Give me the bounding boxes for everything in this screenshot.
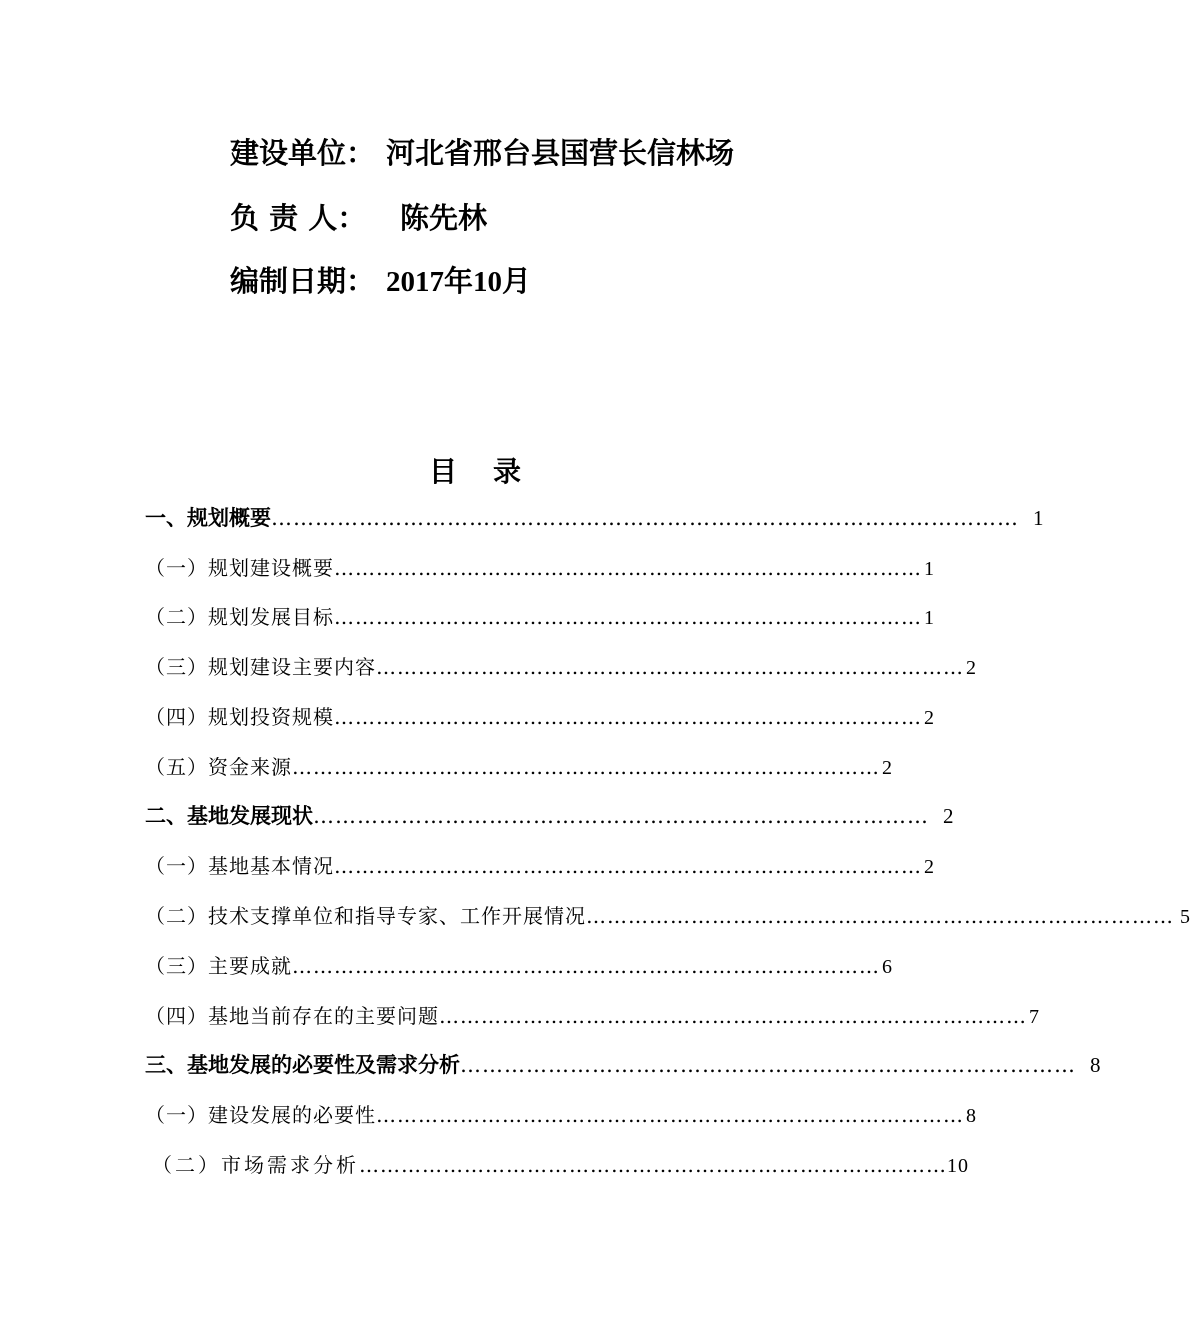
toc-entry-page: 2 xyxy=(882,757,893,779)
toc-leader: ………………………………………………………………………… xyxy=(334,854,922,878)
toc-entry[interactable] xyxy=(145,702,935,732)
toc-title: 目录 xyxy=(428,455,557,488)
toc-entry[interactable] xyxy=(145,553,935,583)
toc-leader: ………………………………………………………………………… xyxy=(334,605,922,629)
toc-entry-text: （二）规划发展目标 xyxy=(145,605,334,629)
toc-entry-page: 2 xyxy=(943,804,954,828)
responsible-person-label: 负 责 人： xyxy=(230,201,367,235)
toc-entry-text: （三）规划建设主要内容 xyxy=(145,655,376,679)
construction-unit-value: 河北省邢台县国营长信林场 xyxy=(386,136,735,170)
toc-entry-page: 8 xyxy=(1090,1053,1101,1077)
toc-entry-page: 5 xyxy=(1180,906,1191,928)
construction-unit-row xyxy=(230,131,734,172)
toc-entry[interactable] xyxy=(145,801,954,831)
toc-entry-page: 2 xyxy=(924,856,935,878)
toc-entry[interactable] xyxy=(145,752,893,782)
toc-entry-text: （一）基地基本情况 xyxy=(145,854,334,878)
toc-entry[interactable] xyxy=(145,503,1044,533)
toc-leader: ………………………………………………………………………… xyxy=(376,1103,964,1127)
toc-entry[interactable] xyxy=(152,1150,969,1180)
toc-leader: ………………………………………………………………………… xyxy=(460,1053,1076,1077)
toc-leader: ………………………………………………………………………… xyxy=(586,904,1174,928)
toc-entry-text: 三、基地发展的必要性及需求分析 xyxy=(145,1052,460,1077)
toc-entry-text: （一）规划建设概要 xyxy=(145,556,334,580)
toc-entry-text: （三）主要成就 xyxy=(145,954,292,978)
toc-leader: ………………………………………………………………………… xyxy=(292,954,880,978)
toc-entry-page: 2 xyxy=(924,707,935,729)
toc-entry[interactable] xyxy=(145,602,935,632)
compile-date-value: 2017年10月 xyxy=(386,266,532,298)
toc-leader: ………………………………………………………………………… xyxy=(313,804,929,828)
toc-leader: ………………………………………………………………………… xyxy=(334,705,922,729)
toc-entry-text: 一、规划概要 xyxy=(145,505,271,530)
toc-entry-text: 二、基地发展现状 xyxy=(145,803,313,828)
toc-entry-text: （二）市场需求分析 xyxy=(152,1153,359,1177)
toc-entry-text: （四）规划投资规模 xyxy=(145,705,334,729)
responsible-person-row xyxy=(230,196,487,237)
toc-leader: ………………………………………………………………………… xyxy=(439,1004,1027,1028)
toc-entry[interactable] xyxy=(145,1001,1040,1031)
compile-date-row xyxy=(230,259,531,300)
toc-leader: ………………………………………………………………………………………… xyxy=(271,506,1019,530)
toc-entry-page: 1 xyxy=(1033,506,1044,530)
toc-entry-text: （一）建设发展的必要性 xyxy=(145,1103,376,1127)
toc-leader: ………………………………………………………………………… xyxy=(334,556,922,580)
toc-entry[interactable] xyxy=(145,851,935,881)
toc-entry-text: （五）资金来源 xyxy=(145,755,292,779)
toc-entry-page: 2 xyxy=(966,657,977,679)
toc-entry-page: 6 xyxy=(882,956,893,978)
toc-entry[interactable] xyxy=(145,1050,1101,1080)
toc-entry-page: 8 xyxy=(966,1105,977,1127)
toc-entry-page: 1 xyxy=(924,558,935,580)
construction-unit-label: 建设单位： xyxy=(230,136,376,170)
toc-entry-text: （四）基地当前存在的主要问题 xyxy=(145,1004,439,1028)
toc-entry[interactable] xyxy=(145,652,977,682)
toc-entry-text: （二）技术支撑单位和指导专家、工作开展情况 xyxy=(145,904,586,928)
toc-entry[interactable] xyxy=(145,951,893,981)
toc-leader: ………………………………………………………………………… xyxy=(292,755,880,779)
toc-entry-page: 10 xyxy=(947,1155,969,1177)
compile-date-label: 编制日期： xyxy=(230,264,376,298)
toc-entry[interactable] xyxy=(145,901,1191,931)
toc-leader: ………………………………………………………………………… xyxy=(359,1153,947,1177)
responsible-person-value: 陈先林 xyxy=(400,201,488,235)
toc-entry[interactable] xyxy=(145,1100,977,1130)
toc-entry-page: 7 xyxy=(1029,1006,1040,1028)
toc-leader: ………………………………………………………………………… xyxy=(376,655,964,679)
toc-entry-page: 1 xyxy=(924,607,935,629)
